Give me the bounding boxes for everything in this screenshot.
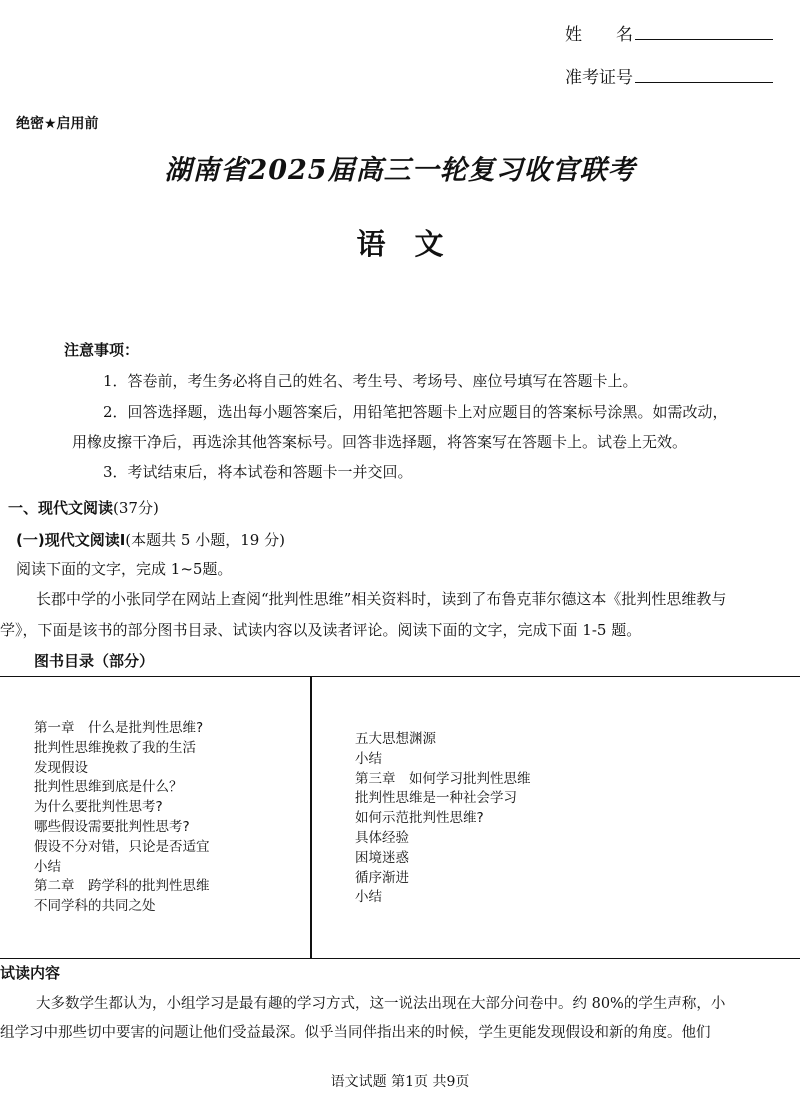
toc-entry: 第三章 如何学习批判性思维 xyxy=(355,770,531,787)
notice-heading: 注意事项： xyxy=(64,341,140,359)
section-score: (37分) xyxy=(113,499,159,517)
notice-item: 3．考试结束后，将本试卷和答题卡一并交回。 xyxy=(103,463,413,481)
exam-id-label: 准考证号 xyxy=(565,68,633,88)
toc-entry: 发现假设 xyxy=(34,759,88,776)
toc-entry: 循序渐进 xyxy=(355,869,409,886)
toc-entry: 第二章 跨学科的批判性思维 xyxy=(34,878,210,895)
toc-entry: 批判性思维挽救了我的生活 xyxy=(34,739,196,756)
toc-table xyxy=(0,676,800,959)
toc-entry: 如何示范批判性思维? xyxy=(355,810,484,827)
toc-entry: 小结 xyxy=(355,889,382,906)
toc-entry: 批判性思维到底是什么？ xyxy=(34,779,183,796)
intro-paragraph-line: 长郡中学的小张同学在网站上查阅“批判性思维”相关资料时，读到了布鲁克菲尔德这本《批判性思维教与 xyxy=(36,590,727,608)
instruction-text: 阅读下面的文字，完成 1~5题。 xyxy=(16,560,233,578)
name-field xyxy=(565,20,773,45)
toc-entry: 假设不分对错，只论是否适宜 xyxy=(34,838,210,855)
subsection-info: (本题共 5 小题，19 分) xyxy=(125,531,285,549)
trial-paragraph-line: 大多数学生都认为，小组学习是最有趣的学习方式，这一说法出现在大部分问卷中。约 80%的学生声称，小 xyxy=(36,996,726,1012)
toc-entry: 具体经验 xyxy=(355,829,409,846)
trial-paragraph-line: 组学习中那些切中要害的问题让他们受益最深。似乎当同伴指出来的时候，学生更能发现假设和新的角度。他们 xyxy=(0,1025,711,1041)
toc-entry: 小结 xyxy=(34,858,61,875)
toc-entry: 第一章 什么是批判性思维? xyxy=(34,720,204,736)
section-title: 一、现代文阅读 xyxy=(8,499,114,517)
toc-divider xyxy=(310,677,312,958)
notice-item: 1．答卷前，考生务必将自己的姓名、考生号、考场号、座位号填写在答题卡上。 xyxy=(103,372,638,390)
toc-right-column xyxy=(355,730,531,908)
exam-id-field xyxy=(565,63,773,88)
toc-entry: 哪些假设需要批判性思考? xyxy=(34,818,190,835)
name-blank-line xyxy=(635,25,773,40)
toc-entry: 批判性思维是一种社会学习 xyxy=(355,790,517,807)
subject-title: 语 文 xyxy=(356,227,444,261)
confidential-label: 绝密★启用前 xyxy=(16,116,99,132)
page-footer: 语文试题 第1页 共9页 xyxy=(330,1074,470,1090)
exam-id-blank-line xyxy=(635,68,773,83)
name-label: 姓 名 xyxy=(565,25,633,45)
toc-heading: 图书目录（部分） xyxy=(34,652,155,670)
toc-entry: 为什么要批判性思考? xyxy=(34,799,163,816)
intro-paragraph-line: 学》，下面是该书的部分图书目录、试读内容以及读者评论。阅读下面的文字，完成下面 1-5 题。 xyxy=(0,621,642,639)
trial-heading: 试读内容 xyxy=(0,964,61,982)
subsection-heading xyxy=(16,529,285,550)
notice-item: 用橡皮擦干净后，再选涂其他答案标号。回答非选择题，将答案写在答题卡上。试卷上无效。 xyxy=(72,433,688,451)
toc-entry: 困境迷惑 xyxy=(355,849,409,866)
section-heading xyxy=(8,497,159,518)
toc-left-column xyxy=(34,719,210,917)
toc-entry: 五大思想渊源 xyxy=(355,731,436,747)
notice-item: 2．回答选择题，选出每小题答案后，用铅笔把答题卡上对应题目的答案标号涂黑。如需改动， xyxy=(103,403,728,421)
toc-entry: 小结 xyxy=(355,750,382,767)
exam-title: 湖南省2025届高三一轮复习收官联考 xyxy=(164,155,636,186)
subsection-title: (一)现代文阅读Ⅰ xyxy=(16,531,126,549)
toc-entry: 不同学科的共同之处 xyxy=(34,898,156,915)
